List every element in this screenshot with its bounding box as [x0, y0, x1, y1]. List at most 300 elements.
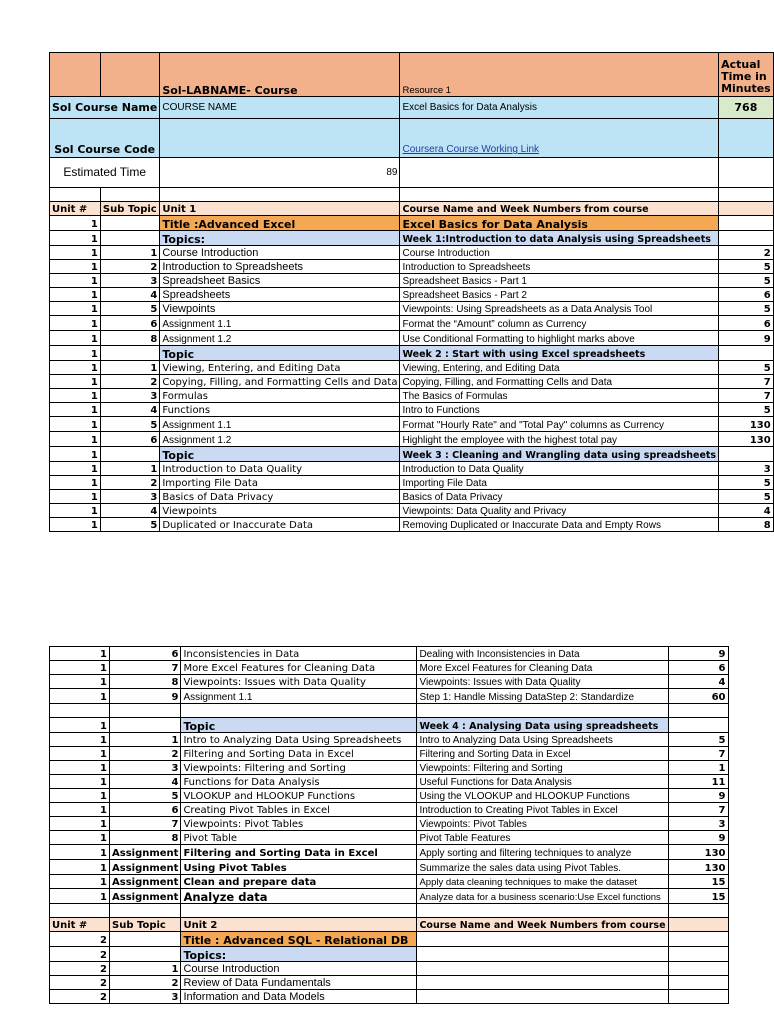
subtopic-cell[interactable]: 1 [110, 962, 181, 976]
minutes-cell[interactable]: 7 [719, 375, 774, 389]
resource-cell[interactable]: Analyze data for a business scenario:Use Excel functions [417, 889, 668, 904]
topic-cell[interactable]: VLOOKUP and HLOOKUP Functions [181, 789, 417, 803]
minutes-cell[interactable]: 7 [668, 803, 728, 817]
resource-cell[interactable]: Week 3 : Cleaning and Wrangling data using spreadsheets [400, 447, 719, 462]
table-row [50, 361, 774, 375]
minutes-cell[interactable] [668, 947, 728, 962]
subtopic-cell[interactable]: Sub Topic [100, 202, 159, 216]
subtopic-cell[interactable]: Assignment [110, 860, 181, 875]
minutes-cell[interactable]: 9 [668, 831, 728, 845]
unit-cell[interactable]: 1 [50, 817, 110, 831]
unit-cell[interactable]: 1 [50, 288, 101, 302]
topic-cell[interactable]: Title : Advanced SQL - Relational DB [181, 932, 417, 947]
subtopic-cell[interactable]: 3 [100, 490, 159, 504]
topic-cell[interactable]: Intro to Analyzing Data Using Spreadsheets [181, 733, 417, 747]
unit-cell[interactable]: 1 [50, 260, 101, 274]
minutes-cell[interactable]: 5 [719, 274, 774, 288]
unit-cell[interactable]: 1 [50, 831, 110, 845]
subtopic-cell[interactable] [110, 932, 181, 947]
resource-cell[interactable]: The Basics of Formulas [400, 389, 719, 403]
topic-cell[interactable]: Course Introduction [160, 246, 400, 260]
minutes-cell[interactable] [668, 976, 728, 990]
resource-cell[interactable]: Highlight the employee with the highest total pay [400, 432, 719, 447]
unit-cell[interactable]: 1 [50, 231, 101, 246]
subtopic-cell[interactable]: 1 [110, 733, 181, 747]
table-row [50, 476, 774, 490]
minutes-cell[interactable]: 8 [719, 518, 774, 532]
unit-cell[interactable]: 2 [50, 976, 110, 990]
minutes-cell[interactable] [668, 918, 728, 932]
unit-cell[interactable]: 1 [50, 647, 110, 661]
unit-cell[interactable]: 1 [50, 718, 110, 733]
minutes-cell[interactable]: 3 [719, 462, 774, 476]
table-row [50, 647, 729, 661]
minutes-cell[interactable] [668, 962, 728, 976]
topic-cell[interactable] [181, 704, 417, 718]
subtopic-cell[interactable]: 5 [100, 518, 159, 532]
unit-cell[interactable]: 1 [50, 675, 110, 689]
resource-cell[interactable]: Intro to Analyzing Data Using Spreadsheets [417, 733, 668, 747]
table-row [50, 860, 729, 875]
subtopic-cell[interactable]: 6 [100, 432, 159, 447]
subtopic-cell[interactable]: 2 [100, 375, 159, 389]
unit1-unit2-rows [50, 647, 729, 1004]
resource-cell[interactable]: Excel Basics for Data Analysis [400, 216, 719, 231]
unit-cell[interactable]: 1 [50, 490, 101, 504]
table-row [50, 932, 729, 947]
resource-cell[interactable] [417, 976, 668, 990]
course-code-minutes[interactable] [719, 119, 774, 158]
unit-cell[interactable]: 1 [50, 302, 101, 316]
table-row [50, 789, 729, 803]
resource-cell[interactable]: Use Conditional Formatting to highlight marks above [400, 331, 719, 346]
table-row [50, 875, 729, 889]
minutes-cell[interactable]: 9 [719, 331, 774, 346]
minutes-cell[interactable]: 6 [719, 288, 774, 302]
table-row [50, 375, 774, 389]
minutes-cell[interactable]: 7 [719, 389, 774, 403]
minutes-cell[interactable] [719, 231, 774, 246]
topic-cell[interactable]: Viewpoints: Pivot Tables [181, 817, 417, 831]
topic-cell[interactable]: Unit 1 [160, 202, 400, 216]
table-row [50, 316, 774, 331]
subtopic-cell[interactable]: Assignment [110, 845, 181, 860]
minutes-cell[interactable] [668, 718, 728, 733]
topic-cell[interactable]: Assignment 1.2 [160, 432, 400, 447]
table-row [50, 246, 774, 260]
topic-cell[interactable]: Assignment 1.1 [160, 316, 400, 331]
minutes-cell[interactable]: 2 [719, 246, 774, 260]
unit-cell[interactable]: 1 [50, 803, 110, 817]
estimated-time-label: Estimated Time [50, 158, 160, 188]
topic-cell[interactable]: Assignment 1.1 [160, 417, 400, 432]
resource-cell[interactable]: Viewing, Entering, and Editing Data [400, 361, 719, 375]
topic-cell[interactable]: Pivot Table [181, 831, 417, 845]
resource-cell[interactable]: Filtering and Sorting Data in Excel [417, 747, 668, 761]
resource-cell[interactable]: Course Name and Week Numbers from course [417, 918, 668, 932]
table-row [50, 288, 774, 302]
subtopic-cell[interactable]: 5 [100, 302, 159, 316]
course-name-label: Sol Course Name [50, 97, 160, 119]
topic-cell[interactable]: Clean and prepare data [181, 875, 417, 889]
topic-cell[interactable]: Course Introduction [181, 962, 417, 976]
resource-cell[interactable]: Removing Duplicated or Inaccurate Data and Empty Rows [400, 518, 719, 532]
unit-cell[interactable]: Unit # [50, 202, 101, 216]
minutes-cell[interactable]: 4 [668, 675, 728, 689]
minutes-cell[interactable]: 5 [668, 733, 728, 747]
minutes-cell[interactable]: 6 [668, 661, 728, 675]
resource-cell[interactable]: Using the VLOOKUP and HLOOKUP Functions [417, 789, 668, 803]
subtopic-cell[interactable]: Assignment [110, 889, 181, 904]
unit-cell[interactable]: 1 [50, 274, 101, 288]
resource-cell[interactable]: Viewpoints: Data Quality and Privacy [400, 504, 719, 518]
minutes-cell[interactable]: 15 [668, 875, 728, 889]
topic-cell[interactable]: Topic [181, 718, 417, 733]
minutes-cell[interactable]: 1 [668, 761, 728, 775]
topic-cell[interactable]: Viewpoints: Issues with Data Quality [181, 675, 417, 689]
table-row [50, 689, 729, 704]
table-row [50, 346, 774, 361]
subtopic-cell[interactable]: 2 [110, 976, 181, 990]
minutes-cell[interactable] [668, 904, 728, 918]
course-name-resource[interactable]: Excel Basics for Data Analysis [400, 97, 719, 119]
topic-cell[interactable]: Functions [160, 403, 400, 417]
minutes-cell[interactable]: 3 [668, 817, 728, 831]
unit-cell[interactable]: 1 [50, 761, 110, 775]
topic-cell[interactable]: Formulas [160, 389, 400, 403]
subtopic-cell[interactable]: 4 [100, 403, 159, 417]
resource-cell[interactable]: Format "Hourly Rate" and "Total Pay" columns as Currency [400, 417, 719, 432]
subtopic-cell[interactable] [110, 904, 181, 918]
resource-cell[interactable] [417, 962, 668, 976]
topic-cell[interactable]: Assignment 1.2 [160, 331, 400, 346]
minutes-cell[interactable]: 5 [719, 490, 774, 504]
minutes-cell[interactable]: 4 [719, 504, 774, 518]
course-code-value[interactable] [160, 119, 400, 158]
topic-cell[interactable]: Spreadsheet Basics [160, 274, 400, 288]
topic-cell[interactable]: Copying, Filling, and Formatting Cells and Data [160, 375, 400, 389]
resource-cell[interactable]: Intro to Functions [400, 403, 719, 417]
subtopic-cell[interactable]: 6 [110, 647, 181, 661]
resource-cell[interactable]: Introduction to Spreadsheets [400, 260, 719, 274]
resource-cell[interactable]: Viewpoints: Using Spreadsheets as a Data Analysis Tool [400, 302, 719, 316]
course-code-label: Sol Course Code [50, 119, 160, 158]
subtopic-cell[interactable]: 3 [100, 274, 159, 288]
unit-cell[interactable] [50, 904, 110, 918]
header-cell-unit [50, 53, 101, 97]
header-cell-subtopic [100, 53, 159, 97]
unit-cell[interactable]: 1 [50, 462, 101, 476]
estimated-time-minutes[interactable] [719, 158, 774, 188]
topic-cell[interactable]: Review of Data Fundamentals [181, 976, 417, 990]
unit-cell[interactable]: 1 [50, 375, 101, 389]
minutes-cell[interactable]: 15 [668, 889, 728, 904]
table-row [50, 775, 729, 789]
unit-cell[interactable]: 1 [50, 845, 110, 860]
resource-cell[interactable] [417, 704, 668, 718]
subtopic-cell[interactable]: 2 [100, 476, 159, 490]
resource-cell[interactable]: Apply sorting and filtering techniques to analyze [417, 845, 668, 860]
table-row [50, 432, 774, 447]
header-resource[interactable]: Resource 1 [400, 53, 719, 97]
table-row [50, 504, 774, 518]
subtopic-cell[interactable]: 3 [110, 761, 181, 775]
subtopic-cell[interactable]: 1 [100, 361, 159, 375]
subtopic-cell[interactable]: 1 [100, 462, 159, 476]
subtopic-cell[interactable] [110, 704, 181, 718]
unit-cell[interactable]: 1 [50, 689, 110, 704]
estimated-time-resource[interactable] [400, 158, 719, 188]
topic-cell[interactable]: Importing File Data [160, 476, 400, 490]
topic-cell[interactable]: Creating Pivot Tables in Excel [181, 803, 417, 817]
subtopic-cell[interactable]: 4 [100, 288, 159, 302]
unit-cell[interactable] [50, 704, 110, 718]
resource-cell[interactable]: Pivot Table Features [417, 831, 668, 845]
course-code-row [50, 119, 774, 158]
resource-cell[interactable] [417, 947, 668, 962]
table-row [50, 403, 774, 417]
unit-cell[interactable]: 1 [50, 476, 101, 490]
table-row [50, 918, 729, 932]
coursera-course-link[interactable]: Coursera Course Working Link [402, 144, 540, 155]
subtopic-cell[interactable] [100, 447, 159, 462]
subtopic-cell[interactable]: 6 [100, 316, 159, 331]
topic-cell[interactable]: Viewing, Entering, and Editing Data [160, 361, 400, 375]
subtopic-cell[interactable]: 9 [110, 689, 181, 704]
subtopic-cell[interactable]: 4 [100, 504, 159, 518]
subtopic-cell[interactable]: 1 [100, 246, 159, 260]
subtopic-cell[interactable]: 7 [110, 817, 181, 831]
table-row [50, 831, 729, 845]
unit-cell[interactable]: 1 [50, 316, 101, 331]
table-row [50, 990, 729, 1004]
topic-cell[interactable]: Duplicated or Inaccurate Data [160, 518, 400, 532]
table-row [50, 231, 774, 246]
unit-cell[interactable]: 1 [50, 246, 101, 260]
subtopic-cell[interactable]: 2 [110, 747, 181, 761]
minutes-cell[interactable]: 130 [668, 860, 728, 875]
minutes-cell[interactable]: 5 [719, 476, 774, 490]
unit-cell[interactable]: 1 [50, 518, 101, 532]
topic-cell[interactable]: More Excel Features for Cleaning Data [181, 661, 417, 675]
topic-cell[interactable]: Title :Advanced Excel [160, 216, 400, 231]
unit-cell[interactable]: 1 [50, 432, 101, 447]
table-row [50, 962, 729, 976]
table-row [50, 889, 729, 904]
topic-cell[interactable]: Functions for Data Analysis [181, 775, 417, 789]
subtopic-cell[interactable]: 8 [110, 831, 181, 845]
topic-cell[interactable]: Inconsistencies in Data [181, 647, 417, 661]
topic-cell[interactable]: Viewpoints [160, 504, 400, 518]
minutes-cell[interactable]: 9 [668, 789, 728, 803]
table-row [50, 661, 729, 675]
subtopic-cell[interactable] [100, 216, 159, 231]
minutes-cell[interactable]: 6 [719, 316, 774, 331]
table-row [50, 904, 729, 918]
minutes-cell[interactable]: 7 [668, 747, 728, 761]
unit1-rows [50, 202, 774, 532]
unit-cell[interactable]: Unit # [50, 918, 110, 932]
resource-cell[interactable]: Week 4 : Analysing Data using spreadsheets [417, 718, 668, 733]
resource-cell[interactable]: Format the “Amount” column as Currency [400, 316, 719, 331]
minutes-cell[interactable] [668, 932, 728, 947]
minutes-cell[interactable]: 5 [719, 260, 774, 274]
minutes-cell[interactable]: 130 [719, 432, 774, 447]
minutes-cell[interactable]: 130 [668, 845, 728, 860]
topic-cell[interactable]: Using Pivot Tables [181, 860, 417, 875]
subtopic-cell[interactable]: 6 [110, 803, 181, 817]
estimated-time-value[interactable]: 89 [160, 158, 400, 188]
subtopic-cell[interactable]: 2 [100, 260, 159, 274]
subtopic-cell[interactable]: 5 [110, 789, 181, 803]
subtopic-cell[interactable]: 7 [110, 661, 181, 675]
resource-cell[interactable]: More Excel Features for Cleaning Data [417, 661, 668, 675]
resource-cell[interactable]: Spreadsheet Basics - Part 2 [400, 288, 719, 302]
resource-cell[interactable]: Summarize the sales data using Pivot Tables. [417, 860, 668, 875]
unit-cell[interactable]: 1 [50, 775, 110, 789]
minutes-cell[interactable] [719, 216, 774, 231]
resource-cell[interactable] [417, 932, 668, 947]
unit-cell[interactable]: 2 [50, 990, 110, 1004]
unit-cell[interactable]: 1 [50, 361, 101, 375]
topic-cell[interactable] [181, 904, 417, 918]
resource-cell[interactable]: Introduction to Data Quality [400, 462, 719, 476]
unit-cell[interactable]: 1 [50, 733, 110, 747]
table-row [50, 718, 729, 733]
subtopic-cell[interactable]: 3 [100, 389, 159, 403]
unit-cell[interactable]: 1 [50, 417, 101, 432]
topic-cell[interactable]: Viewpoints [160, 302, 400, 316]
subtopic-cell[interactable]: 5 [100, 417, 159, 432]
topic-cell[interactable]: Filtering and Sorting Data in Excel [181, 845, 417, 860]
subtopic-cell[interactable]: Assignment [110, 875, 181, 889]
topic-cell[interactable]: Topics: [160, 231, 400, 246]
subtopic-cell[interactable]: 8 [100, 331, 159, 346]
subtopic-cell[interactable]: 8 [110, 675, 181, 689]
course-name-row [50, 97, 774, 119]
resource-cell[interactable]: Week 2 : Start with using Excel spreadsheets [400, 346, 719, 361]
course-minutes-total[interactable]: 768 [719, 97, 774, 119]
topic-cell[interactable]: Topic [160, 447, 400, 462]
resource-cell[interactable]: Importing File Data [400, 476, 719, 490]
resource-cell[interactable]: Spreadsheet Basics - Part 1 [400, 274, 719, 288]
minutes-cell[interactable] [719, 346, 774, 361]
course-working-link-cell [400, 119, 719, 158]
resource-cell[interactable] [417, 904, 668, 918]
resource-cell[interactable]: Introduction to Creating Pivot Tables in Excel [417, 803, 668, 817]
subtopic-cell[interactable]: 3 [110, 990, 181, 1004]
minutes-cell[interactable] [668, 704, 728, 718]
table-row [50, 462, 774, 476]
topic-cell[interactable]: Assignment 1.1 [181, 689, 417, 704]
unit-cell[interactable]: 1 [50, 346, 101, 361]
unit-cell[interactable]: 1 [50, 447, 101, 462]
unit-cell[interactable]: 1 [50, 331, 101, 346]
table-row [50, 733, 729, 747]
minutes-cell[interactable]: 5 [719, 403, 774, 417]
topic-cell[interactable]: Information and Data Models [181, 990, 417, 1004]
table-row [50, 803, 729, 817]
subtopic-cell[interactable] [110, 718, 181, 733]
header-actual-time[interactable]: Actual Time in Minutes [719, 53, 774, 97]
unit-cell[interactable]: 1 [50, 889, 110, 904]
resource-cell[interactable]: Viewpoints: Filtering and Sorting [417, 761, 668, 775]
resource-cell[interactable]: Step 1: Handle Missing DataStep 2: Standardize [417, 689, 668, 704]
topic-cell[interactable]: Viewpoints: Filtering and Sorting [181, 761, 417, 775]
resource-cell[interactable]: Basics of Data Privacy [400, 490, 719, 504]
course-plan-sheet-top [49, 52, 774, 532]
unit-cell[interactable]: 2 [50, 962, 110, 976]
subtopic-cell[interactable]: 4 [110, 775, 181, 789]
course-plan-sheet-bottom [49, 646, 729, 1004]
subtopic-cell[interactable] [110, 947, 181, 962]
resource-cell[interactable]: Course Introduction [400, 246, 719, 260]
minutes-cell[interactable]: 130 [719, 417, 774, 432]
resource-cell[interactable]: Viewpoints: Pivot Tables [417, 817, 668, 831]
topic-cell[interactable]: Unit 2 [181, 918, 417, 932]
unit-cell[interactable]: 1 [50, 860, 110, 875]
topic-cell[interactable]: Topic [160, 346, 400, 361]
table-row [50, 260, 774, 274]
topic-cell[interactable]: Spreadsheets [160, 288, 400, 302]
table-row [50, 817, 729, 831]
resource-cell[interactable]: Course Name and Week Numbers from course [400, 202, 719, 216]
resource-cell[interactable] [417, 990, 668, 1004]
unit-cell[interactable]: 1 [50, 389, 101, 403]
minutes-cell[interactable] [719, 202, 774, 216]
resource-cell[interactable]: Dealing with Inconsistencies in Data [417, 647, 668, 661]
minutes-cell[interactable]: 5 [719, 302, 774, 316]
unit-cell[interactable]: 1 [50, 403, 101, 417]
topic-cell[interactable]: Topics: [181, 947, 417, 962]
unit-cell[interactable]: 2 [50, 947, 110, 962]
resource-cell[interactable]: Apply data cleaning techniques to make the dataset [417, 875, 668, 889]
topic-cell[interactable]: Introduction to Data Quality [160, 462, 400, 476]
unit-cell[interactable]: 1 [50, 789, 110, 803]
minutes-cell[interactable]: 60 [668, 689, 728, 704]
resource-cell[interactable]: Copying, Filling, and Formatting Cells and Data [400, 375, 719, 389]
subtopic-cell[interactable]: Sub Topic [110, 918, 181, 932]
resource-cell[interactable]: Week 1:Introduction to data Analysis using Spreadsheets [400, 231, 719, 246]
unit-cell[interactable]: 2 [50, 932, 110, 947]
table-row [50, 747, 729, 761]
unit-cell[interactable]: 1 [50, 661, 110, 675]
table-row [50, 417, 774, 432]
unit-cell[interactable]: 1 [50, 216, 101, 231]
table-row [50, 761, 729, 775]
resource-cell[interactable]: Viewpoints: Issues with Data Quality [417, 675, 668, 689]
topic-cell[interactable]: Introduction to Spreadsheets [160, 260, 400, 274]
topic-cell[interactable]: Basics of Data Privacy [160, 490, 400, 504]
topic-cell[interactable]: Filtering and Sorting Data in Excel [181, 747, 417, 761]
minutes-cell[interactable] [719, 447, 774, 462]
subtopic-cell[interactable] [100, 346, 159, 361]
subtopic-cell[interactable] [100, 231, 159, 246]
minutes-cell[interactable] [668, 990, 728, 1004]
minutes-cell[interactable]: 9 [668, 647, 728, 661]
minutes-cell[interactable]: 5 [719, 361, 774, 375]
resource-cell[interactable]: Useful Functions for Data Analysis [417, 775, 668, 789]
header-lab-name[interactable]: Sol-LABNAME- Course [160, 53, 400, 97]
unit-cell[interactable]: 1 [50, 747, 110, 761]
minutes-cell[interactable]: 11 [668, 775, 728, 789]
table-row [50, 675, 729, 689]
unit-cell[interactable]: 1 [50, 504, 101, 518]
course-name-value[interactable]: COURSE NAME [160, 97, 400, 119]
topic-cell[interactable]: Analyze data [181, 889, 417, 904]
unit-cell[interactable]: 1 [50, 875, 110, 889]
table-row [50, 447, 774, 462]
